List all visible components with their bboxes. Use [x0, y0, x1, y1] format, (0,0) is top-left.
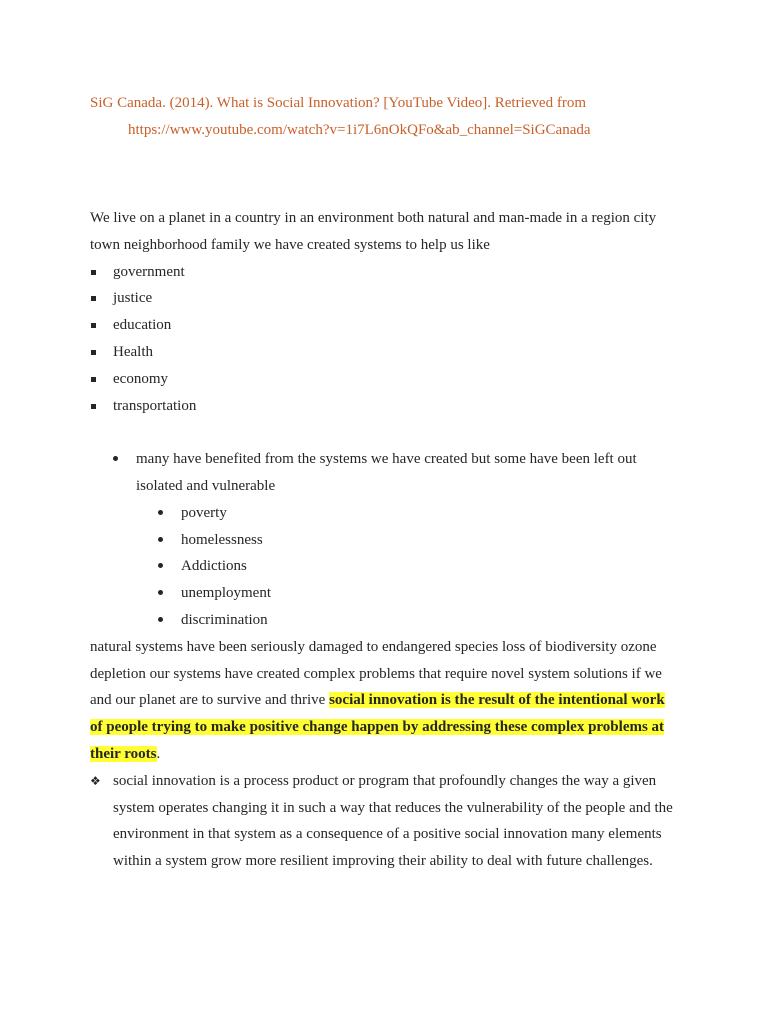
list-item: many have benefited from the systems we have created but some have been left out isolated and vulnerable: [90, 446, 680, 500]
list-item: Addictions: [90, 553, 680, 580]
list-item: [90, 768, 680, 875]
benefit-list: [90, 446, 680, 500]
list-item: unemployment: [90, 580, 680, 607]
list-item: justice: [90, 285, 680, 312]
highlighted-definition: social innovation is the result of the intentional work of people trying to make positive change happen by addressing these complex problems at their roots: [90, 692, 665, 762]
intro-paragraph: We live on a planet in a country in an environment both natural and man-made in a region city town neighborhood family we have created systems to help us like: [90, 210, 657, 253]
list-item: education: [90, 312, 680, 339]
list-item: economy: [90, 366, 680, 393]
citation: [90, 90, 690, 143]
document-body: [90, 205, 680, 875]
list-item: poverty: [90, 500, 680, 527]
list-item: transportation: [90, 393, 680, 420]
list-item: discrimination: [90, 607, 680, 634]
issues-list: [90, 500, 680, 634]
definition-text: social innovation is a process product or program that profoundly changes the way a given system operates changing it in such a way that reduces the vulnerability of the people and the environment in that system as a consequence of a positive social innovation many elements within a system grow more resilient improving their ability to deal with future challenges.: [113, 772, 673, 870]
citation-line-1: SiG Canada. (2014). What is Social Innovation? [YouTube Video]. Retrieved from: [90, 95, 586, 111]
systems-list: [90, 259, 680, 420]
list-item: homelessness: [90, 527, 680, 554]
spacer: [90, 419, 680, 446]
citation-url: https://www.youtube.com/watch?v=1i7L6nOkQFo&ab_channel=SiGCanada: [128, 121, 591, 138]
diamond-bullet-icon: ❖: [90, 773, 101, 788]
highlight-end: .: [156, 745, 161, 762]
list-item: Health: [90, 339, 680, 366]
list-item: government: [90, 259, 680, 286]
natural-systems-paragraph: [90, 634, 680, 768]
natural-systems-text: natural systems have been seriously damaged to endangered species loss of biodiversity ozone depletion our systems have created complex problems that require novel system solutions if we and our planet are to survive and thrive: [90, 638, 662, 709]
definition-list: [90, 768, 680, 875]
